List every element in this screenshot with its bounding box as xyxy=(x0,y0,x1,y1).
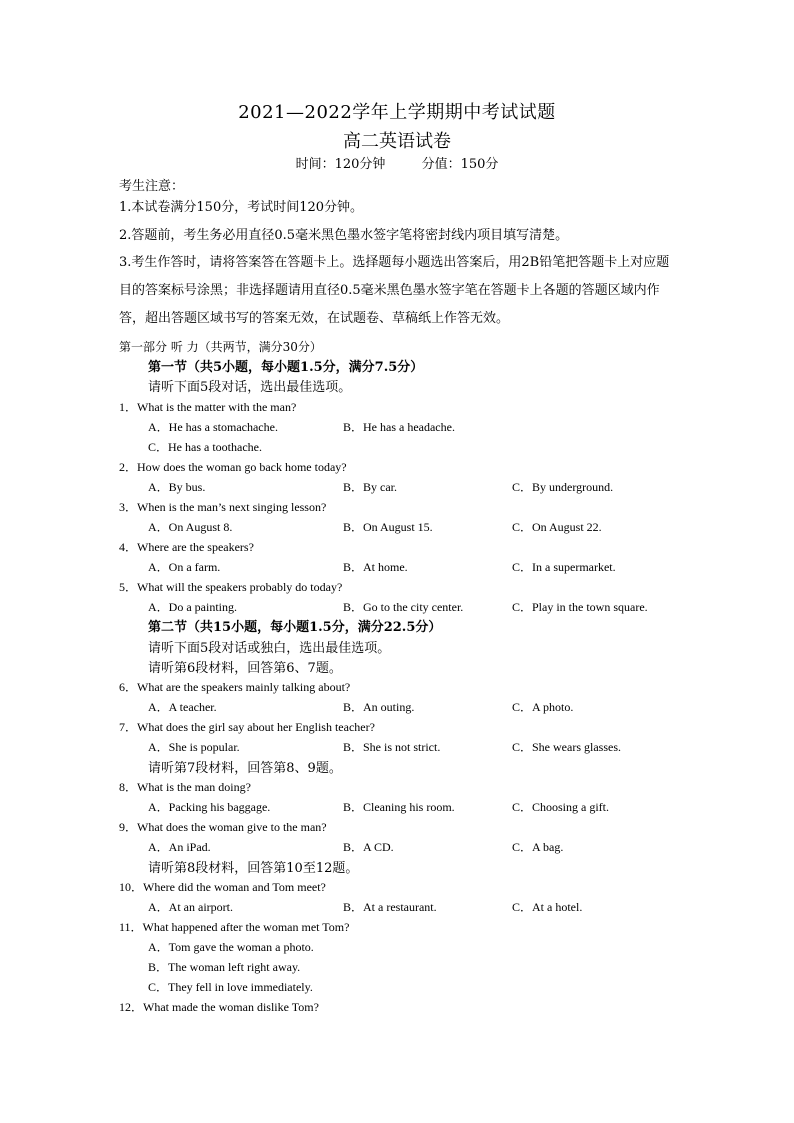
option-b: B．Go to the city center. xyxy=(343,600,464,614)
option-b: B．Cleaning his room. xyxy=(343,800,455,814)
question: 2．How does the woman go back home today? xyxy=(119,460,347,474)
question: 10．Where did the woman and Tom meet? xyxy=(119,880,326,894)
question: 12．What made the woman dislike Tom? xyxy=(119,1000,319,1014)
note-item: 3.考生作答时，请将答案答在答题卡上。选择题每小题选出答案后，用2B铅笔把答题卡上对应题目的答案标号涂黑；非选择题请用直径0.5毫米黑色墨水签字笔在答题卡上各题的答题区域内作答，超出答题区域书写的答案无效，在试题卷、草稿纸上作答无效。 xyxy=(119,255,670,326)
option-b: B．A CD. xyxy=(343,840,394,854)
option-a: A．Packing his baggage. xyxy=(148,800,271,814)
section1-instruction: 请听下面5段对话，选出最佳选项。 xyxy=(148,380,352,395)
material-instruction: 请听第6段材料，回答第6、7题。 xyxy=(148,661,342,676)
section2-title: 第二节（共15小题，每小题1.5分，满分22.5分） xyxy=(148,620,442,635)
option-c: C．Play in the town square. xyxy=(512,600,648,614)
option-a: A．On August 8. xyxy=(148,520,233,534)
question: 9．What does the woman give to the man? xyxy=(119,820,327,834)
section1-title: 第一节（共5小题，每小题1.5分，满分7.5分） xyxy=(148,360,424,375)
question: 5．What will the speakers probably do today? xyxy=(119,580,343,594)
option-c: C．She wears glasses. xyxy=(512,740,621,754)
question: 7．What does the girl say about her English teacher? xyxy=(119,720,375,734)
exam-score: 分值：150分 xyxy=(421,157,499,172)
option-a: A．He has a stomachache. xyxy=(148,420,278,434)
question: 4．Where are the speakers? xyxy=(119,540,254,554)
option-c: C．In a supermarket. xyxy=(512,560,616,574)
question: 6．What are the speakers mainly talking about? xyxy=(119,680,351,694)
option-c: C．By underground. xyxy=(512,480,614,494)
option-c: C．A photo. xyxy=(512,700,574,714)
exam-time: 时间：120分钟 xyxy=(295,157,386,172)
option-c: C．He has a toothache. xyxy=(148,440,262,454)
notes-heading: 考生注意： xyxy=(119,179,185,194)
note-item: 1.本试卷满分150分，考试时间120分钟。 xyxy=(119,200,364,215)
part1-title: 第一部分 听 力（共两节，满分30分） xyxy=(119,340,322,354)
option-a: A．A teacher. xyxy=(148,700,217,714)
option-c: C．A bag. xyxy=(512,840,564,854)
question: 11．What happened after the woman met Tom? xyxy=(119,920,350,934)
option-a: A．Tom gave the woman a photo. xyxy=(148,940,314,954)
material-instruction: 请听第7段材料，回答第8、9题。 xyxy=(148,761,342,776)
option-c: C．Choosing a gift. xyxy=(512,800,610,814)
question: 3．When is the man’s next singing lesson? xyxy=(119,500,327,514)
question: 1．What is the matter with the man? xyxy=(119,400,297,414)
note-item: 2.答题前，考生务必用直径0.5毫米黑色墨水签字笔将密封线内项目填写清楚。 xyxy=(119,228,569,243)
option-c: C．They fell in love immediately. xyxy=(148,980,313,994)
exam-title: 2021—2022学年上学期期中考试试题 xyxy=(238,102,556,123)
option-c: C．On August 22. xyxy=(512,520,602,534)
question: 8．What is the man doing? xyxy=(119,780,251,794)
option-b: B．At a restaurant. xyxy=(343,900,437,914)
exam-subtitle: 高二英语试卷 xyxy=(343,131,451,152)
option-b: B．On August 15. xyxy=(343,520,433,534)
option-a: A．On a farm. xyxy=(148,560,221,574)
section2-instruction: 请听下面5段对话或独白，选出最佳选项。 xyxy=(148,641,391,656)
option-b: B．At home. xyxy=(343,560,408,574)
option-b: B．By car. xyxy=(343,480,397,494)
option-c: C．At a hotel. xyxy=(512,900,583,914)
option-a: A．By bus. xyxy=(148,480,206,494)
option-b: B．An outing. xyxy=(343,700,415,714)
option-b: B．The woman left right away. xyxy=(148,960,301,974)
exam-meta xyxy=(0,153,794,172)
material-instruction: 请听第8段材料，回答第10至12题。 xyxy=(148,861,359,876)
option-a: A．She is popular. xyxy=(148,740,240,754)
option-b: B．He has a headache. xyxy=(343,420,455,434)
option-a: A．Do a painting. xyxy=(148,600,237,614)
option-a: A．An iPad. xyxy=(148,840,211,854)
option-a: A．At an airport. xyxy=(148,900,233,914)
option-b: B．She is not strict. xyxy=(343,740,441,754)
